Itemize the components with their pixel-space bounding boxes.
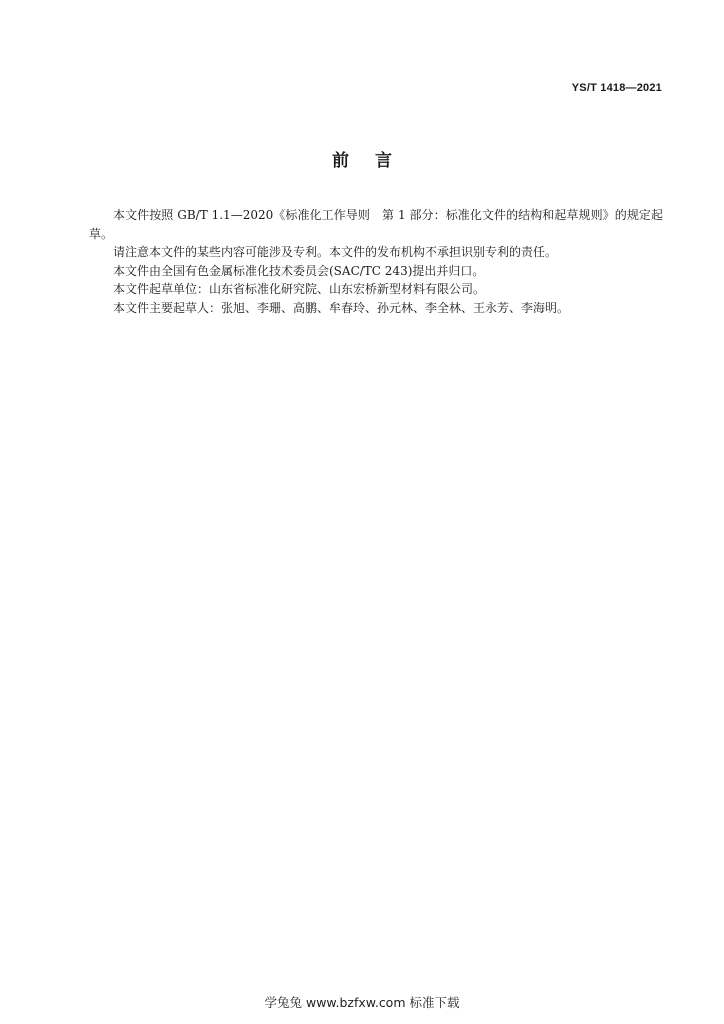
foreword-body <box>89 206 663 317</box>
paragraph-drafting-units: 本文件起草单位：山东省标准化研究院、山东宏桥新型材料有限公司。 <box>113 282 486 296</box>
paragraph-proposer: 本文件由全国有色金属标准化技术委员会(SAC/TC 243)提出并归口。 <box>113 263 485 278</box>
document-code: YS/T 1418—2021 <box>571 82 662 94</box>
footer-watermark: 学兔兔 www.bzfxw.com 标准下载 <box>264 995 460 1010</box>
paragraph-drafting-rules: 本文件按照 GB/T 1.1—2020《标准化工作导则 第 1 部分：标准化文件的结构和起草规则》的规定起草。 <box>89 208 663 241</box>
paragraph-patent-notice: 请注意本文件的某些内容可能涉及专利。本文件的发布机构不承担识别专利的责任。 <box>113 245 558 259</box>
paragraph-drafters: 本文件主要起草人：张旭、李珊、高鹏、牟春玲、孙元林、李全林、王永芳、李海明。 <box>113 300 570 315</box>
page-title: 前言 <box>332 151 418 171</box>
